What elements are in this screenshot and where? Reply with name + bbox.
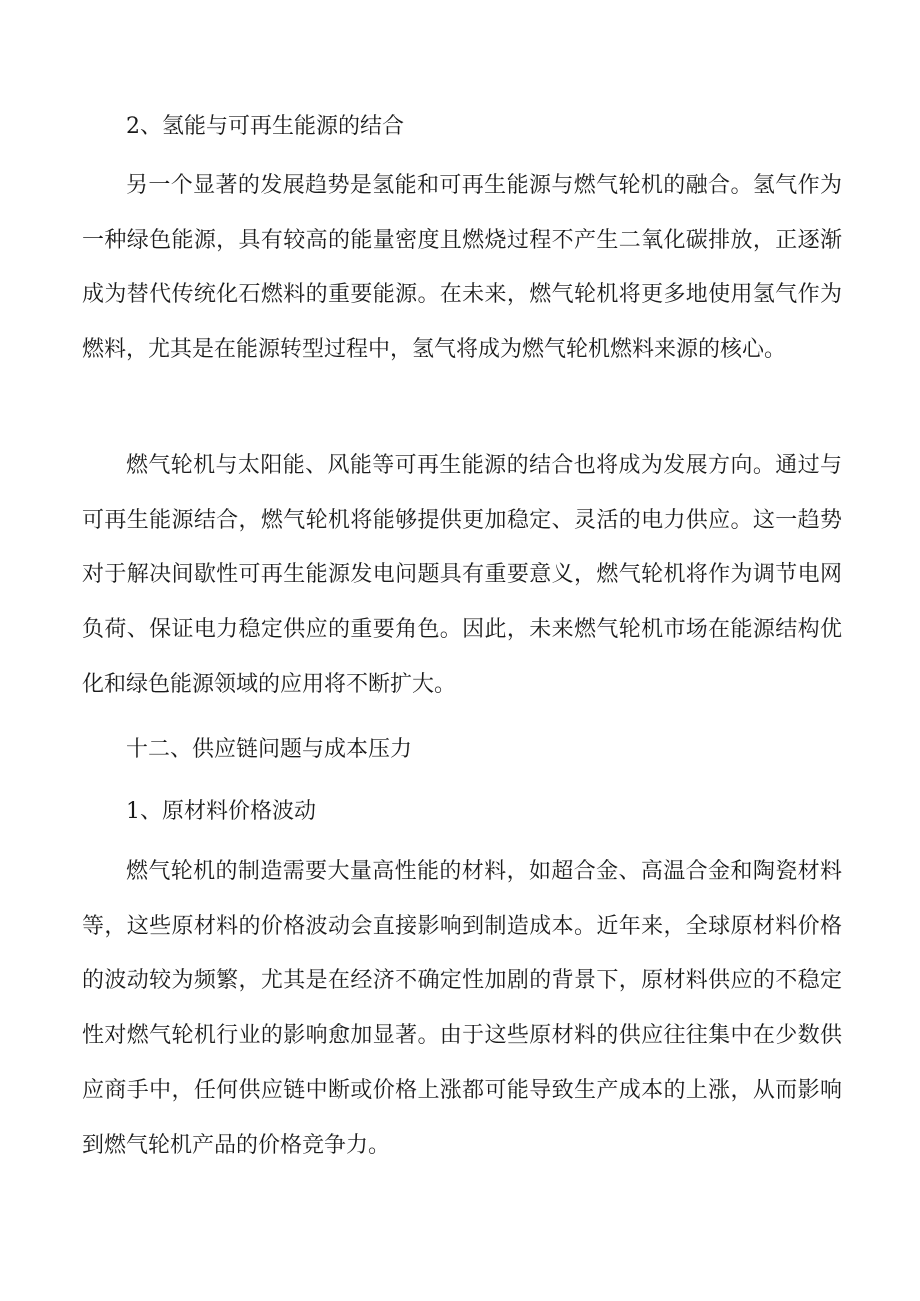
paragraph-hydrogen-trend: 另一个显著的发展趋势是氢能和可再生能源与燃气轮机的融合。氢气作为一种绿色能源，具有较高的能量密度且燃烧过程不产生二氧化碳排放，正逐渐成为替代传统化石燃料的重要能源。在未来，燃气轮机将更多地使用氢气作为燃料，尤其是在能源转型过程中，氢气将成为燃气轮机燃料来源的核心。	[82, 173, 842, 363]
section-heading-raw-material-prices: 1、原材料价格波动	[126, 799, 316, 824]
section-heading-hydrogen-renewables: 2、氢能与可再生能源的结合	[126, 114, 404, 139]
paragraph-raw-material-volatility: 燃气轮机的制造需要大量高性能的材料，如超合金、高温合金和陶瓷材料等，这些原材料的价格波动会直接影响到制造成本。近年来，全球原材料价格的波动较为频繁，尤其是在经济不确定性加剧的背景下，原材料供应的不稳定性对燃气轮机行业的影响愈加显著。由于这些原材料的供应往往集中在少数供应商手中，任何供应链中断或价格上涨都可能导致生产成本的上涨，从而影响到燃气轮机产品的价格竞争力。	[82, 859, 842, 1158]
paragraph-renewables-integration: 燃气轮机与太阳能、风能等可再生能源的结合也将成为发展方向。通过与可再生能源结合，燃气轮机将能够提供更加稳定、灵活的电力供应。这一趋势对于解决间歇性可再生能源发电问题具有重要意义，燃气轮机将作为调节电网负荷、保证电力稳定供应的重要角色。因此，未来燃气轮机市场在能源结构优化和绿色能源领域的应用将不断扩大。	[82, 453, 842, 697]
chapter-heading-supply-chain: 十二、供应链问题与成本压力	[126, 737, 413, 762]
